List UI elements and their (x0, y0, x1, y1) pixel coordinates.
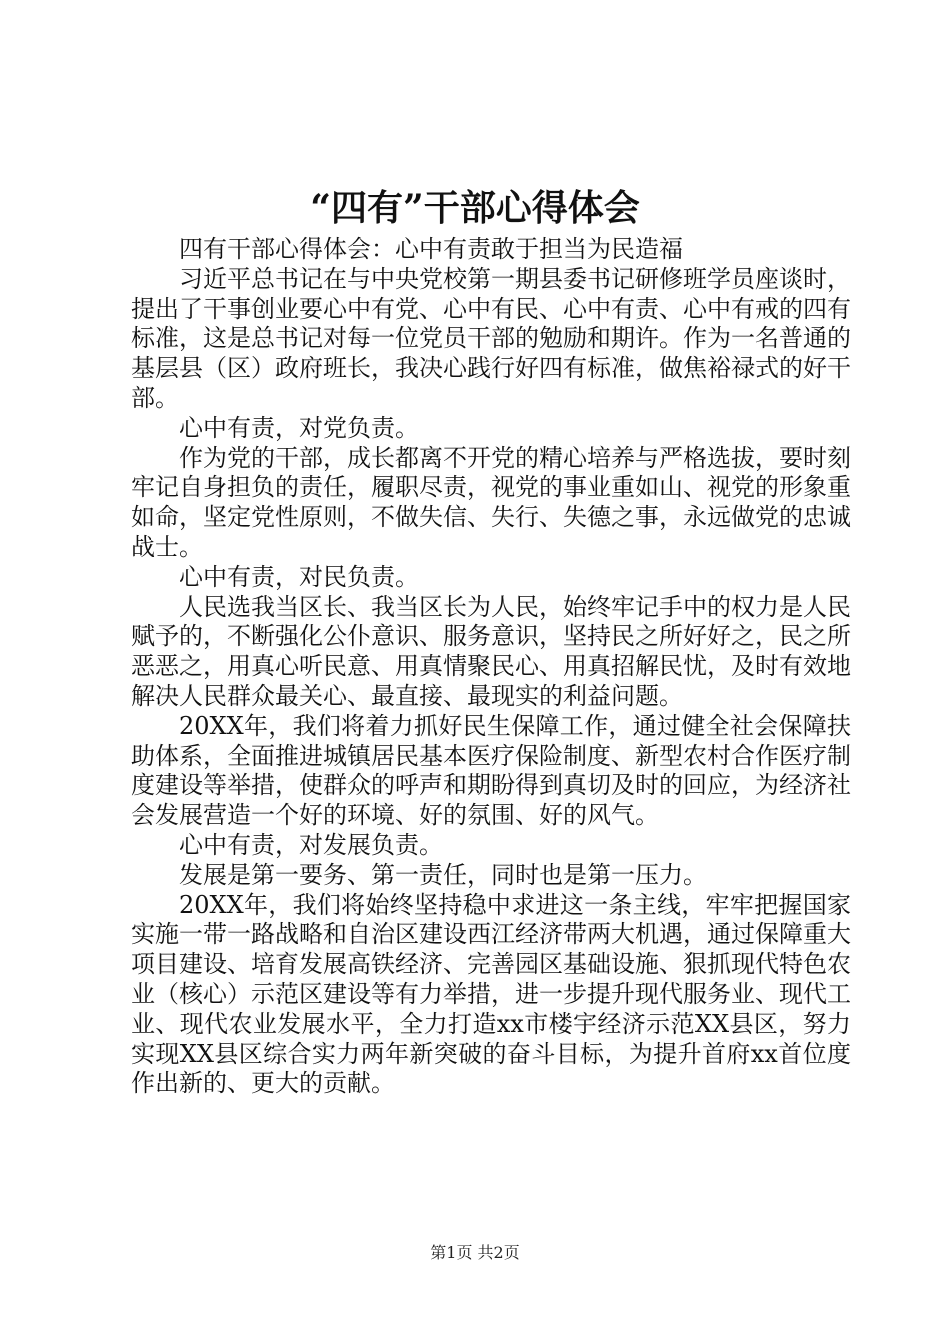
paragraph-development-priority: 发展是第一要务、第一责任，同时也是第一压力。 (179, 860, 707, 889)
paragraph-heading-people: 心中有责，对民负责。 (179, 562, 419, 591)
document-title: “四有”干部心得体会 (310, 187, 640, 229)
paragraph-people: 人民选我当区长、我当区长为人民，始终牢记手中的权力是人民赋予的，不断强化公仆意识、服务意识，坚持民之所好好之，民之所恶恶之，用真心听民意、用真情聚民心、用真招解民忧，及时有效地解决人民群众最关心、最直接、最现实的利益问题。 (131, 592, 851, 710)
page-footer: 第1页 共2页 (430, 1243, 520, 1262)
paragraph-subtitle: 四有干部心得体会：心中有责敢于担当为民造福 (179, 235, 683, 263)
paragraph-party: 作为党的干部，成长都离不开党的精心培养与严格选拔，要时刻牢记自身担负的责任，履职尽责，视党的事业重如山、视党的形象重如命，坚定党性原则，不做失信、失行、失德之事，永远做党的忠诚战士。 (131, 443, 851, 561)
paragraph-livelihood: 20XX年，我们将着力抓好民生保障工作，通过健全社会保障扶助体系，全面推进城镇居民基本医疗保险制度、新型农村合作医疗制度建设等举措，使群众的呼声和期盼得到真切及时的回应，为经济社会发展营造一个好的环境、好的氛围、好的风气。 (131, 711, 851, 830)
document-body (131, 235, 851, 1099)
paragraph-heading-development: 心中有责，对发展负责。 (179, 830, 443, 859)
paragraph-intro: 习近平总书记在与中央党校第一期县委书记研修班学员座谈时，提出了干事创业要心中有党、心中有民、心中有责、心中有戒的四有标准，这是总书记对每一位党员干部的勉励和期许。作为一名普通的基层县（区）政府班长，我决心践行好四有标准，做焦裕禄式的好干部。 (131, 264, 851, 412)
paragraph-heading-party: 心中有责，对党负责。 (179, 413, 419, 442)
paragraph-development-plan: 20XX年，我们将始终坚持稳中求进这一条主线，牢牢把握国家实施一带一路战略和自治区建设西江经济带两大机遇，通过保障重大项目建设、培育发展高铁经济、完善园区基础设施、狠抓现代特色农业（核心）示范区建设等有力举措，进一步提升现代服务业、现代工业、现代农业发展水平，全力打造xx市楼宇经济示范XX县区，努力实现XX县区综合实力两年新突破的奋斗目标，为提升首府xx首位度作出新的、更大的贡献。 (131, 890, 851, 1098)
